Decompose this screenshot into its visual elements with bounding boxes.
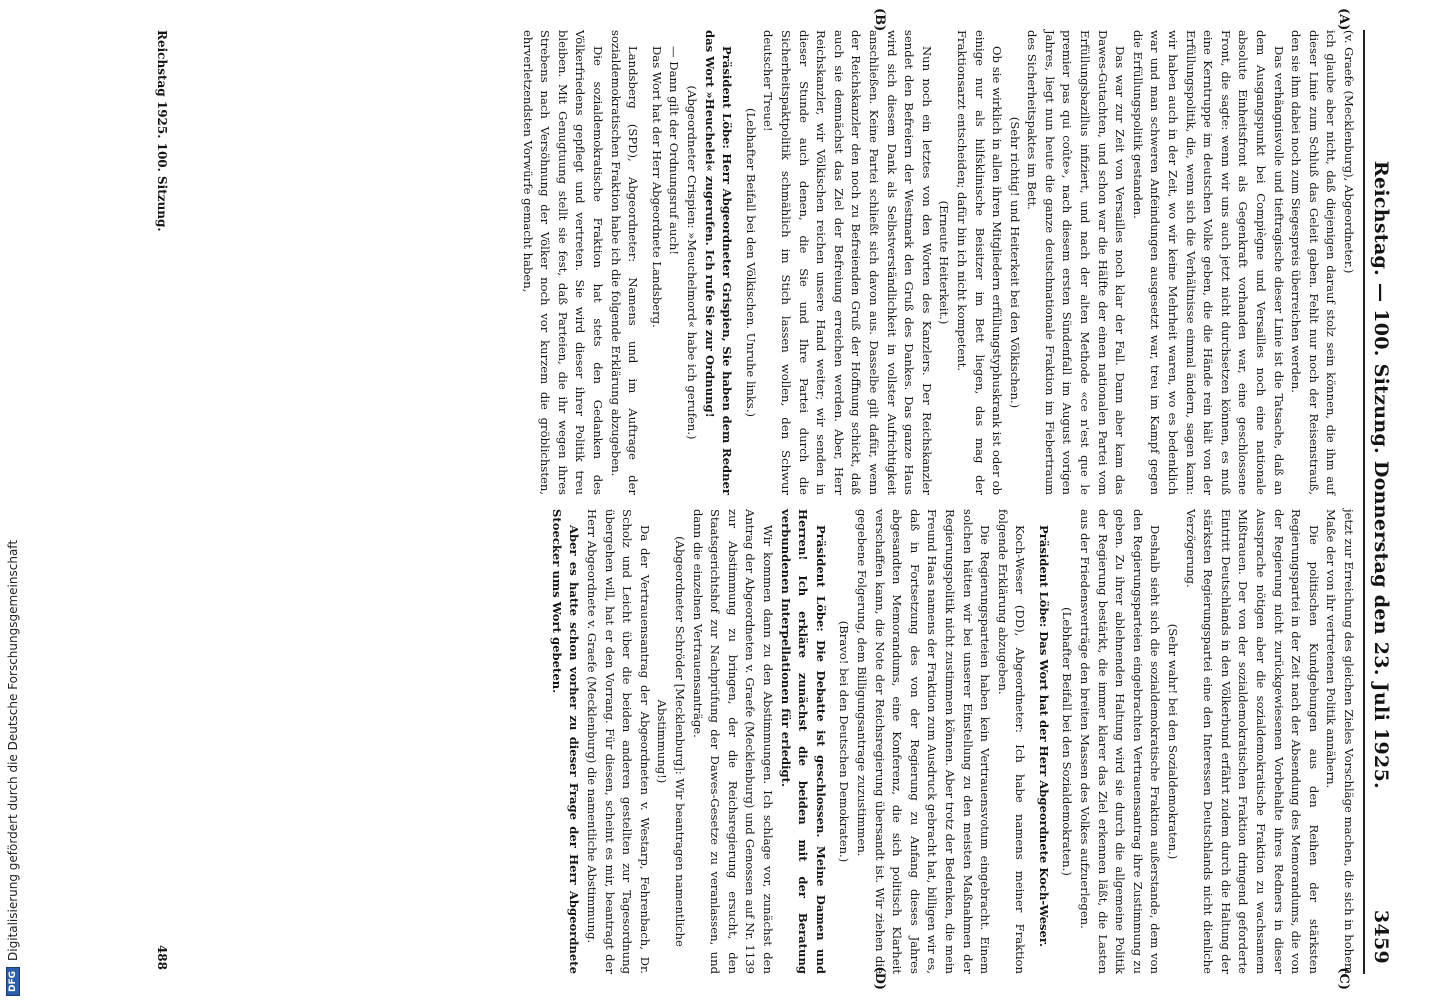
stage-direction: (Bravo! bei den Deutschen Demokraten.) (837, 620, 852, 863)
margin-letter-d: (D) (872, 966, 887, 990)
right-column (518, 509, 1357, 974)
paragraph: Präsident Löbe: Herr Abgeordneter Grispien, Sie haben dem Redner das Wort »Heuchelei« zugerufen. Ich rufe Sie zur Ordnung! (702, 30, 735, 495)
paragraph: Das verhängnisvolle und tieftragische dieser Linie ist die Tatsache, daß an dem Ausgangspunkt bei Compiègne und Versailles noch eine nationale absolute Einheitsfront als Gegenkraft vorhanden war, eine geschlossene Front, die sagte: wenn wir uns auch jetzt nicht durchsetzen können, es muß eine Kerntruppe im deutschen Volke geben, die die Hände rein hält von der Erfüllungspolitik, die, wenn sich die Verhältnisse einmal ändern, sagen kann: wir haben auch in der Zeit, wo wir keine Mehrheit waren, wo es bedenklich war und man schweren Anfeindungen ausgesetzt war, treu im Kampf gegen die Erfüllungspolitik gestanden. (1130, 30, 1286, 495)
paragraph: Das Wort hat der Herr Abgeordnete Landsberg. (649, 46, 664, 328)
stage-direction: (Lebhafter Beifall bei den Sozialdemokraten.) (1060, 607, 1075, 876)
page-number: 3459 (1370, 909, 1392, 964)
paragraph: Das war zur Zeit von Versailles noch klar der Fall. Dann aber kam das Dawes-Gutachten, und schon war die Hälfte der einen nationalen Partei vom Erfüllungsbazillus infiziert, und nach der alten Methode «ce n'est que le premier pas qui coûte», nach diesem ersten Sündenfall im August vorigen Jahres, liegt nun heute die ganze deutschnationale Fraktion im Fiebertraum des Sicherheitspaktes im Bett. (1025, 30, 1128, 495)
left-column (518, 30, 1357, 495)
paragraph: jetzt zur Erreichung des gleichen Zieles Vorschläge machen, die sich in hohem Maße der von ihr vertretenen Politik annähern. (1324, 509, 1356, 974)
paragraph: Die Regierungsparteien haben kein Vertrauensvotum eingebracht. Einem solchen hätten wir bei unserer Einstellung zu den meisten Maßnahmen der Regierungspolitik nicht zustimmen können. Aber trotz der Bedenken, die mein Freund Haas namens der Fraktion zum Ausdruck gebracht hat, billigen wir es, daß in Fortsetzung des von der Regierung zu Anfang dieses Jahres abgesandten Memorandums, eine Konferenz, die sich politisch Klarheit verschaffen kann, die Note der Reichsregierung übersandt ist. Wir ziehen die gegebene Folgerung, dem Billigungsantrage zuzustimmen. (854, 509, 993, 974)
stage-direction: (Sehr wahr! bei den Sozialdemokraten.) (1166, 623, 1181, 860)
stage-direction: (Abgeordneter Crispien: »Meuchelmord« habe ich gerufen.) (685, 85, 700, 440)
footer-session: Reichstag 1925. 100. Sitzung. (155, 30, 169, 232)
header-title: Reichstag. — 100. Sitzung. Donnerstag den 23. Juli 1925. (1370, 160, 1392, 790)
scan-credit (0, 0, 26, 1000)
paragraph: Ob sie wirklich in allen ihren Mitgliedern erfüllungstyphuskrank ist oder ob einige nur als hilfsklinische Beisitzer im Bett liegen, das mag der Fraktionsarzt entscheiden; dafür bin ich nicht kompetent. (954, 30, 1005, 495)
text-columns (518, 8, 1357, 990)
paragraph: Deshalb sieht sich die sozialdemokratische Fraktion außerstande, dem von den Regierungsparteien eingebrachten Vertrauensantrag ihre Zustimmung zu geben. Zu ihrer ablehnenden Haltung wird sie durch die allgemeine Politik der Regierung bestärkt, die immer klarer das Ziel erkennen läßt, die Lasten aus der Friedensverträge den breiten Massen des Volkes aufzuerlegen. (1078, 509, 1163, 974)
margin-letter-a: (A) (1336, 8, 1351, 31)
page-footer (155, 30, 169, 970)
scan-credit-text: Digitalisierung gefördert durch die Deutsche Forschungsgemeinschaft (6, 539, 20, 961)
paragraph: Nun noch ein letztes von den Worten des Kanzlers. Der Reichskanzler sendet den Befreiern der Westmark den Gruß des Dankes. Das ganze Haus wird sich diesem Dank als Selbstverständlichkeit in vollster Aufrichtigkeit anschließen. Keine Partei schließt sich davon aus. Dasselbe gilt dafür, wenn der Reichskanzler den noch zu Befreienden Gruß der Hoffnung schickt, daß auch sie demnächst das Ziel der Befreiung erreichen werden. Aber, Herr Reichskanzler, wir Völkischen reichen unsere Hand weiter; wir senden in dieser Stunde auch denen, die Sie und Ihre Partei durch die Sicherheitspaktpolitik schmählich im Stich lassen wollen, den Schwur deutscher Treue! (761, 30, 934, 495)
paragraph: — Dann gilt der Ordnungsruf auch! (667, 46, 682, 256)
stage-direction: (Erneute Heiterkeit.) (937, 200, 952, 325)
paragraph: Da der Vertrauensantrag der Abgeordneten v. Westarp, Fehrenbach, Dr. Scholz und Leicht über die beiden anderen gestellten zur Tagesordnung übergehen will, hat er den Vorrang. Für diesen, scheint es mir, beantragt der Herr Abgeordnete v. Graefe (Mecklenburg) die namentliche Abstimmung. (585, 509, 652, 974)
paragraph: Aber es hatte schon vorher zu dieser Frage der Herr Abgeordnete Stoecker ums Wort gebeten. (549, 509, 582, 974)
stage-direction: (Lebhafter Beifall bei den Völkischen. Unruhe links.) (743, 107, 758, 418)
page-header (1363, 30, 1392, 974)
paragraph: Die politischen Kundgebungen aus den Reihen der stärksten Regierungspartei in der Zeit nach der Absendung des Memorandums, die von der Regierung nicht zurückgewiesenen Vorbehalte ihres Redners in dieser Aussprache nötigen aber die sozialdemokratische Fraktion zu wachsamem Mißtrauen. Der von der sozialdemokratischen Fraktion dringend geforderte Eintritt Deutschlands in den Völkerbund erfährt zudem durch die Haltung der stärksten Regierungspartei eine den Interessen Deutschlands nicht dienliche Verzögerung. (1183, 509, 1321, 974)
margin-letter-c: (C) (1336, 967, 1351, 990)
paragraph: Präsident Löbe: Die Debatte ist geschlossen. Meine Damen und Herren! Ich erkläre zunächst die beiden mit der Beratung verbundenen Interpellationen für erledigt. (778, 509, 828, 974)
margin-letter-b: (B) (872, 8, 887, 32)
paragraph-gap (829, 509, 835, 974)
footer-number: 488 (155, 944, 169, 970)
paragraph: (v. Graefe (Mecklenburg), Abgeordneter.) (1342, 30, 1356, 274)
paragraph: Präsident Löbe: Das Wort hat der Herr Abgeordnete Koch-Weser. (1036, 525, 1051, 947)
paragraph: Landsberg (SPD), Abgeordneter: Namens und im Auftrage der sozialdemokratischen Fraktion habe ich die folgende Erklärung abzugeben. (608, 30, 641, 495)
stage-direction: (Abgeordneter Schröder [Mecklenburg]: Wir beantragen namentliche Abstimmung!) (655, 536, 688, 947)
dfg-logo-icon: DFG (6, 967, 20, 996)
paragraph: Koch-Weser (DD), Abgeordneter: Ich habe namens meiner Fraktion folgende Erklärung abzugeben. (995, 509, 1028, 974)
paragraph: Die sozialdemokratische Fraktion hat stets den Gedanken des Völkerfriedens gepflegt und vertreten. Sie wird dieser ihrer Politik treu bleiben. Mit Genugtuung stellt sie fest, daß Parteien, die ihr wegen ihres Strebens nach Versöhnung der Völker noch vor kurzem die gröblichsten, ehrverletzendsten Vorwürfe gemacht haben, (520, 30, 606, 495)
paragraph: ich glaube aber nicht, daß diejenigen darauf stolz sein können, die ihm auf dieser Linie zum Schluß das Geleit gaben. Fehlt nur noch der Reisenstrauß, den sie ihm dabei noch zum Siegespreis überreichen werden. (1289, 30, 1339, 495)
scan-credit-strip (0, 0, 26, 1000)
paragraph: Wir kommen dann zu den Abstimmungen. Ich schlage vor, zunächst den Antrag der Abgeordneten v. Graefe (Mecklenburg) und Genossen auf Nr. 1139 zur Abstimmung zu bringen, der die Reichsregierung ersucht, den Staatsgerichtshof zur Nachprüfung der Dawes-Gesetze zu veranlassen, und dann die einzelnen Vertrauensanträge. (690, 509, 775, 974)
stage-direction: (Sehr richtig! und Heiterkeit bei den Völkischen.) (1007, 116, 1022, 409)
